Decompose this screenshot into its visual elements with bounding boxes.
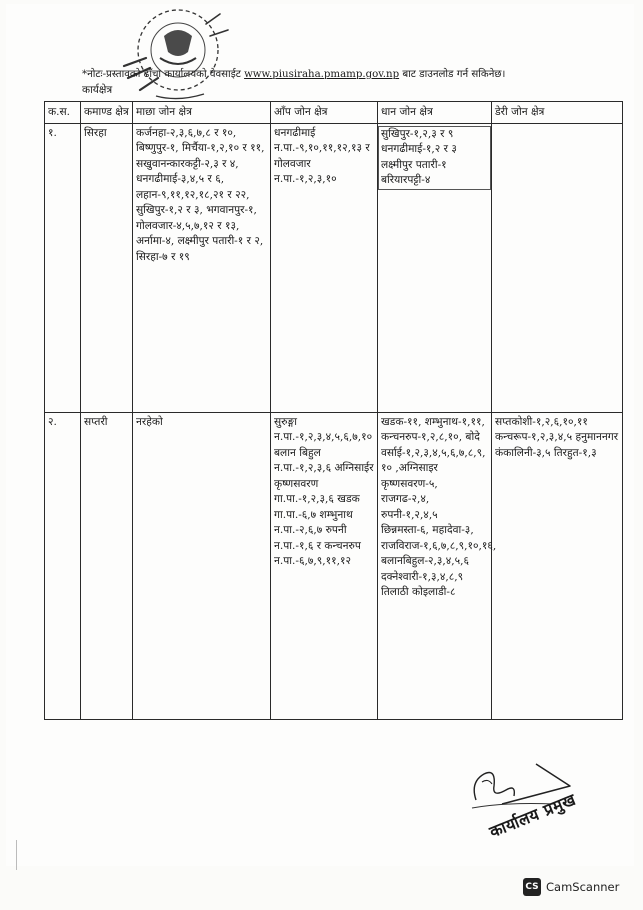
cell-sn: २.: [45, 412, 81, 719]
note-suffix: बाट डाउनलोड गर्न सकिनेछ।: [399, 69, 506, 80]
cell-dairy-zone: [492, 123, 623, 412]
header-fish-zone: माछा जोन क्षेत्र: [133, 102, 271, 124]
header-mango-zone: आँप जोन क्षेत्र: [271, 102, 378, 124]
zone-table: [44, 101, 623, 720]
header-sn: क.स.: [45, 102, 81, 124]
camscanner-logo-icon: CS: [523, 878, 541, 896]
cell-fish-zone: नरहेको: [133, 412, 271, 719]
cell-dairy-zone: सप्तकोशी-१,२,६,१०,११ कन्चरूप-१,२,३,४,५ हनुमाननगर कंकालिनी-३,५ तिरहुत-१,३: [492, 412, 623, 719]
office-seal-image: [116, 6, 234, 102]
website-link[interactable]: www.piusiraha.pmamp.gov.np: [244, 69, 400, 80]
header-paddy-zone: धान जोन क्षेत्र: [378, 102, 492, 124]
office-chief-stamp: कार्यालय प्रमुख: [486, 789, 579, 842]
header-dairy-zone: डेरी जोन क्षेत्र: [492, 102, 623, 124]
cell-command-area: सप्तरी: [81, 412, 133, 719]
table-row: [45, 412, 623, 719]
download-note: [82, 66, 622, 80]
cell-command-area: सिरहा: [81, 123, 133, 412]
cell-mango-zone: धनगढीमाई न.पा.-९,१०,११,१२,१३ र गोलवजार न.पा.-१,२,३,१०: [271, 123, 378, 412]
header-command-area: कमाण्ड क्षेत्र: [81, 102, 133, 124]
paddy-zone-box: सुखिपुर-१,२,३ र ९ धनगढीमाई-१,२ र ३ लक्ष्मीपुर पतारी-१ बरियारपट्टी-४: [378, 126, 491, 190]
cell-paddy-zone: खडक-११, शम्भुनाथ-१,११, कन्चनरुप-१,२,८,१०, बोदे वर्साई-१,२,३,४,५,६,७,८,९, १० ,अग्निसाइर कृष्णसवरण-५, राजगढ-२,४, रुपनी-१,२,४,५ छिन्नमस्ता-६, महादेवा-३, राजविराज-१,६,७,८,९,१०,१६, बलानबिहुल-२,३,४,५,६ दक्नेश्वारी-१,३,४,८,९ तिलाठी कोइलाडी-८: [378, 412, 492, 719]
cell-mango-zone: सुरुङ्गा न.पा.-१,२,३,४,५,६,७,१० बलान बिहुल न.पा.-१,२,३,६ अग्निसाईर कृष्णसवरण गा.पा.-१,२,३,६ खडक गा.पा.-६,७ शम्भुनाथ न.पा.-२,६,७ रुपनी न.पा.-१,६ र कन्चनरुप न.पा.-६,७,९,११,१२: [271, 412, 378, 719]
note-text: *नोटः-प्रस्तावको ढाँचा कार्यालयको वेवसाईट: [82, 69, 245, 80]
table-row: [45, 123, 623, 412]
camscanner-watermark: [523, 877, 619, 897]
cell-paddy-zone: [378, 123, 492, 412]
cell-sn: १.: [45, 123, 81, 412]
table-header-row: [45, 102, 623, 124]
section-label: कार्यक्षेत्र: [82, 84, 113, 96]
camscanner-label: CamScanner: [546, 880, 620, 894]
cell-fish-zone: कर्जनहा-२,३,६,७,८ र १०, बिष्णुपुर-१, मिर्चैया-१,२,१० र ११, सखुवानन्कारकट्टी-२,३ र ४, धनगढीमाई-३,४,५ र ६, लहान-९,११,१२,१८,२१ र २२, सुखिपुर-१,२ र ३, भगवानपुर-१, गोलवजार-४,५,७,१२ र १३, अर्नामा-४, लक्ष्मीपुर पतारी-१ र २, सिरहा-७ र १९: [133, 123, 271, 412]
scan-edge-line: [16, 840, 17, 870]
